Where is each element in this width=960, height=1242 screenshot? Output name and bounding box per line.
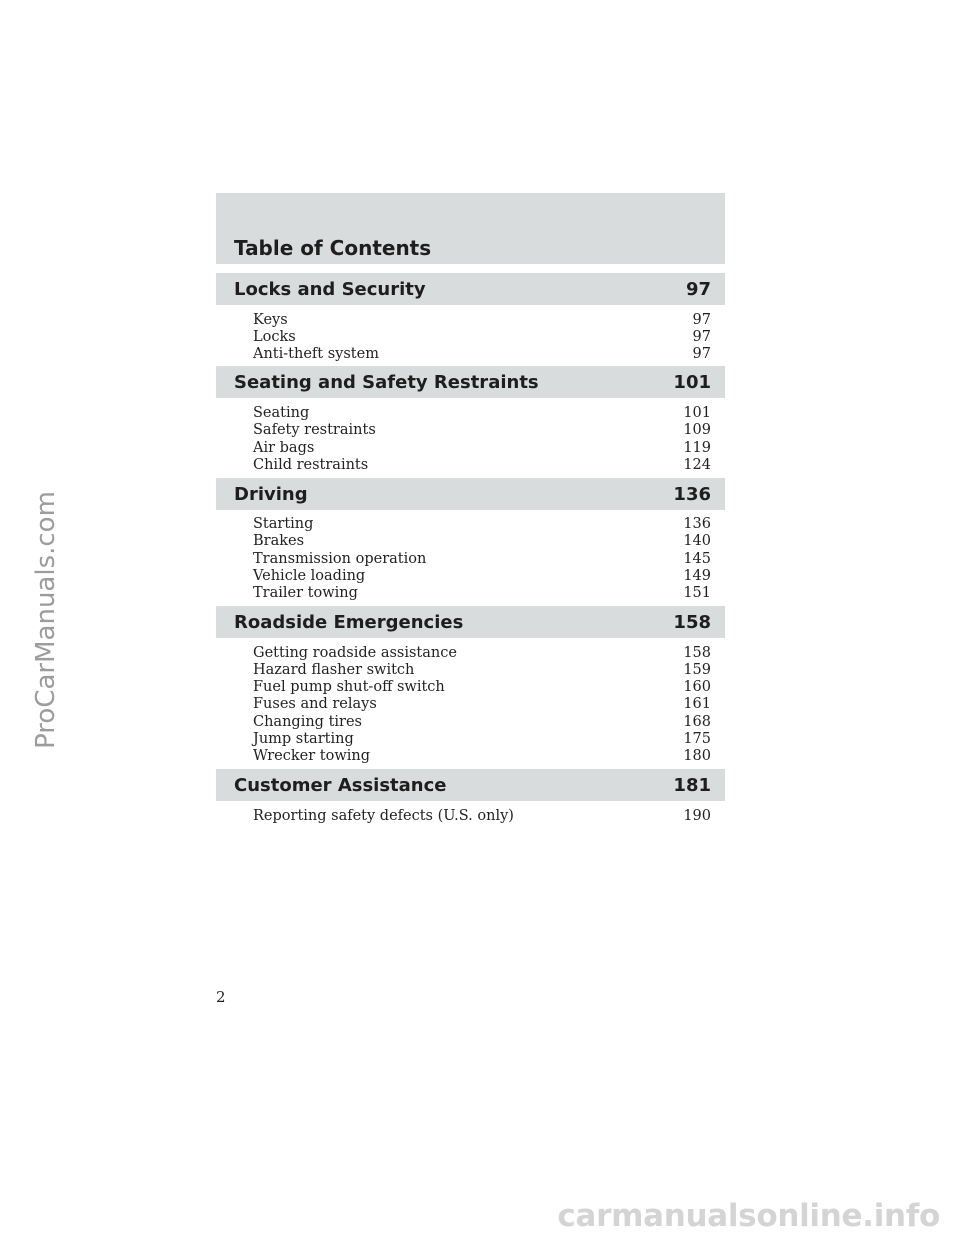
section-title: Roadside Emergencies bbox=[234, 612, 464, 633]
entry-page: 190 bbox=[683, 808, 711, 824]
toc-entry[interactable] bbox=[253, 533, 711, 550]
toc-entry[interactable] bbox=[253, 405, 711, 422]
entry-page: 159 bbox=[683, 662, 711, 678]
entry-page: 140 bbox=[683, 533, 711, 549]
entry-title: Brakes bbox=[253, 533, 305, 549]
entry-page: 119 bbox=[683, 440, 711, 456]
entry-page: 145 bbox=[683, 551, 711, 567]
entry-title: Jump starting bbox=[253, 731, 354, 747]
entry-page: 97 bbox=[692, 346, 711, 362]
entry-page: 97 bbox=[692, 329, 711, 345]
entry-title: Hazard flasher switch bbox=[253, 662, 415, 678]
toc-entry[interactable] bbox=[253, 516, 711, 533]
section-page: 158 bbox=[673, 612, 711, 633]
entry-title: Starting bbox=[253, 516, 314, 532]
entry-page: 180 bbox=[683, 748, 711, 764]
entry-page: 101 bbox=[683, 405, 711, 421]
toc-entry[interactable] bbox=[253, 329, 711, 346]
toc-entry[interactable] bbox=[253, 422, 711, 439]
entry-page: 124 bbox=[683, 457, 711, 473]
section-title: Driving bbox=[234, 484, 308, 505]
section-title: Locks and Security bbox=[234, 279, 426, 300]
entry-title: Trailer towing bbox=[253, 585, 358, 601]
section-header[interactable] bbox=[216, 366, 725, 398]
toc-entry[interactable] bbox=[253, 662, 711, 679]
toc-entry[interactable] bbox=[253, 714, 711, 731]
section-page: 136 bbox=[673, 484, 711, 505]
toc-entry[interactable] bbox=[253, 585, 711, 602]
toc-header bbox=[216, 193, 725, 264]
entry-page: 151 bbox=[683, 585, 711, 601]
page-number: 2 bbox=[216, 988, 226, 1006]
entry-title: Transmission operation bbox=[253, 551, 427, 567]
entry-page: 109 bbox=[683, 422, 711, 438]
entry-title: Safety restraints bbox=[253, 422, 376, 438]
entry-page: 97 bbox=[692, 312, 711, 328]
section-title: Customer Assistance bbox=[234, 775, 447, 796]
entry-page: 149 bbox=[683, 568, 711, 584]
entry-title: Reporting safety defects (U.S. only) bbox=[253, 808, 514, 824]
entry-title: Fuses and relays bbox=[253, 696, 377, 712]
entry-title: Locks bbox=[253, 329, 296, 345]
section-header[interactable] bbox=[216, 478, 725, 510]
section-page: 101 bbox=[673, 372, 711, 393]
entry-title: Changing tires bbox=[253, 714, 362, 730]
watermark-bottom: carmanualsonline.info bbox=[557, 1198, 940, 1234]
entry-title: Child restraints bbox=[253, 457, 369, 473]
page-title: Table of Contents bbox=[234, 236, 432, 260]
section-title: Seating and Safety Restraints bbox=[234, 372, 539, 393]
toc-entry[interactable] bbox=[253, 346, 711, 363]
section-header[interactable] bbox=[216, 769, 725, 801]
section-page: 97 bbox=[685, 279, 711, 300]
entry-title: Seating bbox=[253, 405, 310, 421]
entry-page: 160 bbox=[683, 679, 711, 695]
toc-entry[interactable] bbox=[253, 440, 711, 457]
toc-entry[interactable] bbox=[253, 457, 711, 474]
toc-entry[interactable] bbox=[253, 748, 711, 765]
entry-page: 168 bbox=[683, 714, 711, 730]
entry-title: Wrecker towing bbox=[253, 748, 371, 764]
toc-entry[interactable] bbox=[253, 551, 711, 568]
toc-entry[interactable] bbox=[253, 731, 711, 748]
watermark-side: ProCarManuals.com bbox=[31, 491, 61, 749]
entry-title: Vehicle loading bbox=[253, 568, 366, 584]
toc-entry[interactable] bbox=[253, 679, 711, 696]
toc-entry[interactable] bbox=[253, 645, 711, 662]
toc-entry[interactable] bbox=[253, 568, 711, 585]
toc-entry[interactable] bbox=[253, 808, 711, 825]
section-page: 181 bbox=[673, 775, 711, 796]
entry-page: 158 bbox=[683, 645, 711, 661]
entry-title: Anti-theft system bbox=[253, 346, 379, 362]
entry-title: Getting roadside assistance bbox=[253, 645, 457, 661]
toc-entry[interactable] bbox=[253, 312, 711, 329]
entry-page: 161 bbox=[683, 696, 711, 712]
section-header[interactable] bbox=[216, 273, 725, 305]
entry-title: Air bags bbox=[253, 440, 315, 456]
toc-entry[interactable] bbox=[253, 696, 711, 713]
section-header[interactable] bbox=[216, 606, 725, 638]
entry-page: 136 bbox=[683, 516, 711, 532]
entry-title: Fuel pump shut-off switch bbox=[253, 679, 445, 695]
entry-title: Keys bbox=[253, 312, 288, 328]
entry-page: 175 bbox=[683, 731, 711, 747]
